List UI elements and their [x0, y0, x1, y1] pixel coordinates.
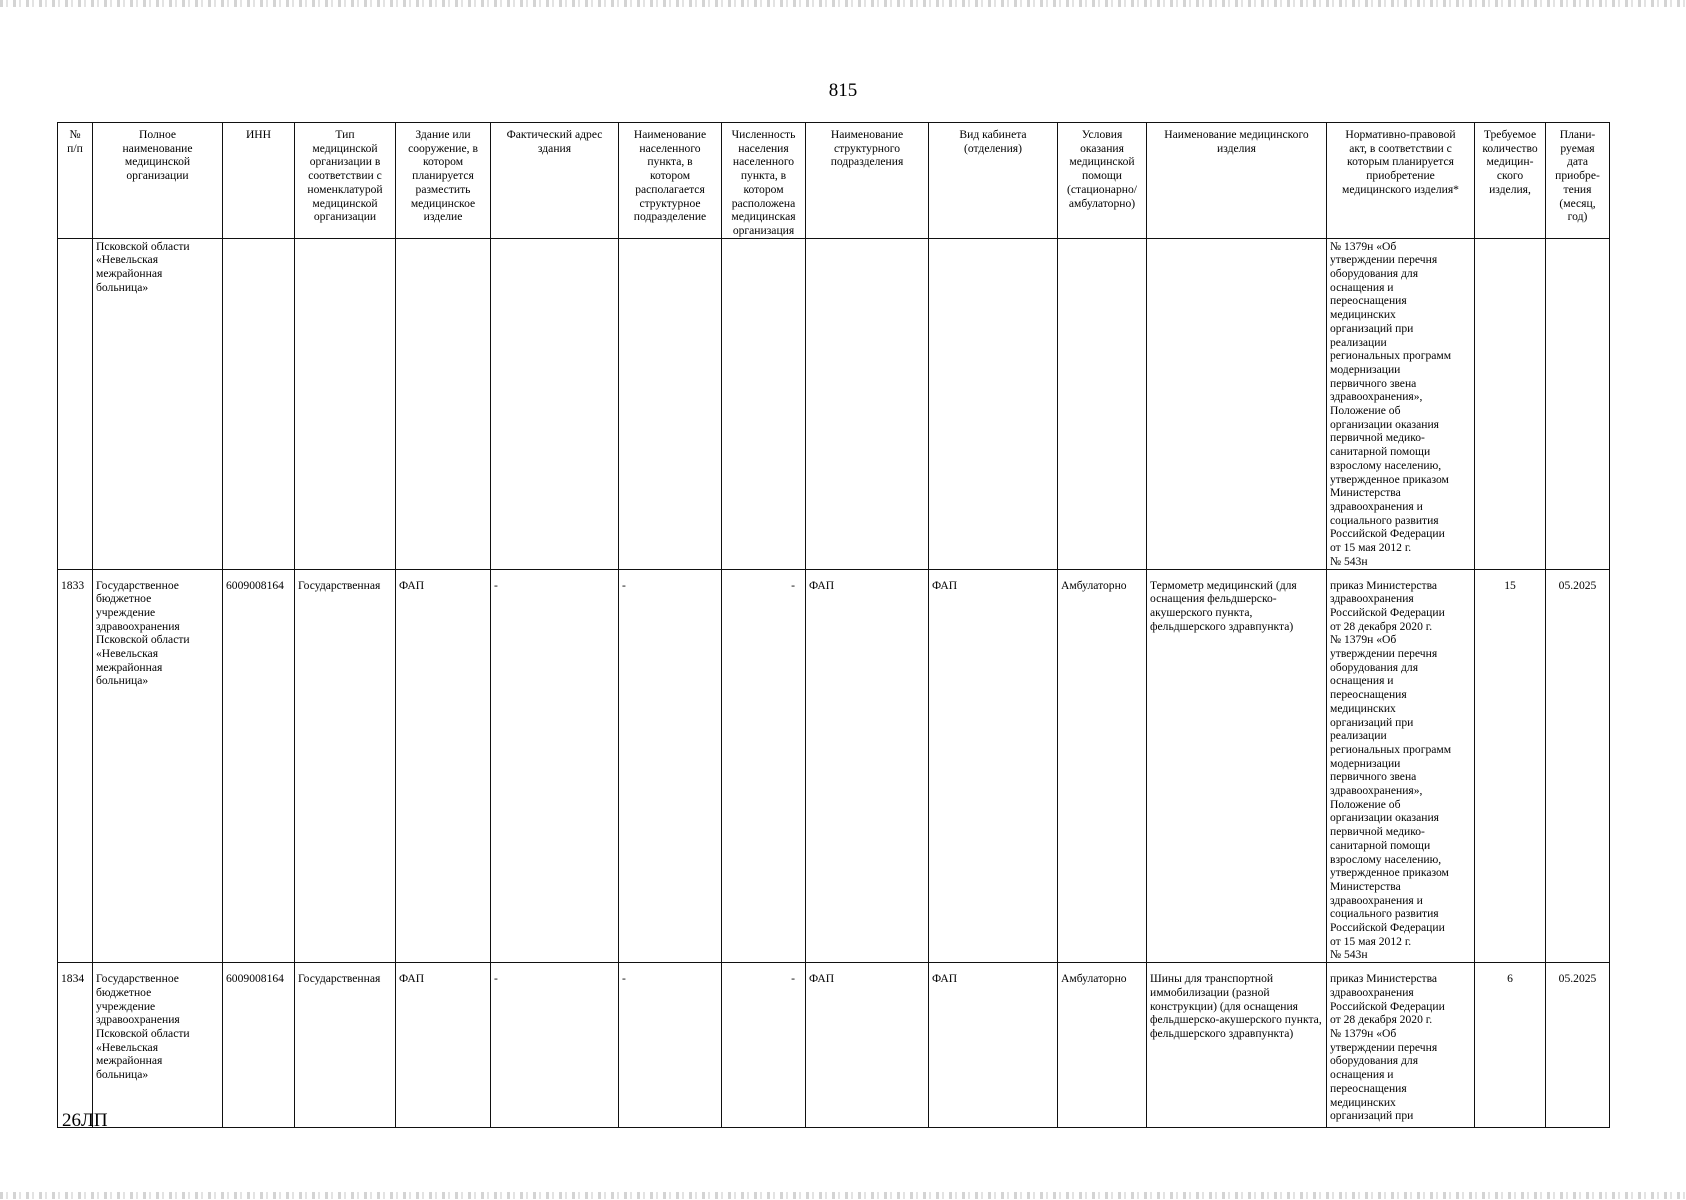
cell-legal-act: приказ Министерства здравоохранения Российской Федерации от 28 декабря 2020 г. № 1379н «Об утверждении перечня оборудования для оснащения и переоснащения медицинских организаций при: [1327, 963, 1475, 1128]
header-conditions: Условия оказания медицинской помощи (стационарно/ амбулаторно): [1058, 123, 1147, 239]
header-address: Фактический адрес здания: [491, 123, 619, 239]
cell-cabinet: ФАП: [929, 569, 1058, 963]
cell-quantity: 6: [1475, 963, 1546, 1128]
cell-org-name: Псковской области «Невельская межрайонная больница»: [93, 238, 223, 569]
header-legal-act: Нормативно-правовой акт, в соответствии с которым планируется приобретение медицинского изделия*: [1327, 123, 1475, 239]
header-population: Численность населения населенного пункта, в котором расположена медицинская организация: [722, 123, 806, 239]
cell-inn: 6009008164: [223, 963, 295, 1128]
table-row: [58, 569, 1610, 963]
cell-address: -: [491, 963, 619, 1128]
cell-device: Термометр медицинский (для оснащения фельдшерско-акушерского пункта, фельдшерского здравпункта): [1147, 569, 1327, 963]
cell-cabinet: [929, 238, 1058, 569]
cell-org-type: [295, 238, 396, 569]
cell-num: [58, 238, 93, 569]
cell-date: [1546, 238, 1610, 569]
cell-settlement: -: [619, 569, 722, 963]
cell-unit: ФАП: [806, 963, 929, 1128]
table-row: [58, 963, 1610, 1128]
header-settlement: Наименование населенного пункта, в котором располагается структурное подразделение: [619, 123, 722, 239]
header-date: Плани- руемая дата приобре- тения (месяц, год): [1546, 123, 1610, 239]
cell-quantity: [1475, 238, 1546, 569]
header-org-name: Полное наименование медицинской организации: [93, 123, 223, 239]
footer-code: 26ЛП: [62, 1110, 108, 1131]
scan-edge-bottom: [0, 1192, 1686, 1199]
cell-population: -: [722, 569, 806, 963]
header-unit: Наименование структурного подразделения: [806, 123, 929, 239]
cell-conditions: [1058, 238, 1147, 569]
cell-unit: [806, 238, 929, 569]
cell-legal-act: приказ Министерства здравоохранения Российской Федерации от 28 декабря 2020 г. № 1379н «Об утверждении перечня оборудования для оснащения и переоснащения медицинских организаций при реализации региональных программ модернизации первичного звена здравоохранения», Положение об организации оказания первичной медико- санитарной помощи взрослому населению, утвержденное приказом Министерства здравоохранения и социального развития Российской Федерации от 15 мая 2012 г. № 543н: [1327, 569, 1475, 963]
table-header-row: [58, 123, 1610, 239]
cell-org-type: Государственная: [295, 963, 396, 1128]
header-cabinet: Вид кабинета (отделения): [929, 123, 1058, 239]
cell-device: [1147, 238, 1327, 569]
cell-population: [722, 238, 806, 569]
cell-device: Шины для транспортной иммобилизации (разной конструкции) (для оснащения фельдшерско-акушерского пункта, фельдшерского здравпункта): [1147, 963, 1327, 1128]
cell-legal-act: № 1379н «Об утверждении перечня оборудования для оснащения и переоснащения медицинских организаций при реализации региональных программ модернизации первичного звена здравоохранения», Положение об организации оказания первичной медико- санитарной помощи взрослому населению, утвержденное приказом Министерства здравоохранения и социального развития Российской Федерации от 15 мая 2012 г. № 543н: [1327, 238, 1475, 569]
cell-building: ФАП: [396, 963, 491, 1128]
cell-num: 1834: [58, 963, 93, 1128]
cell-num: 1833: [58, 569, 93, 963]
cell-cabinet: ФАП: [929, 963, 1058, 1128]
header-inn: ИНН: [223, 123, 295, 239]
cell-org-name: Государственное бюджетное учреждение здравоохранения Псковской области «Невельская межрайонная больница»: [93, 963, 223, 1128]
cell-population: -: [722, 963, 806, 1128]
table-row-continued: [58, 238, 1610, 569]
cell-inn: [223, 238, 295, 569]
cell-quantity: 15: [1475, 569, 1546, 963]
cell-settlement: [619, 238, 722, 569]
cell-settlement: -: [619, 963, 722, 1128]
cell-date: 05.2025: [1546, 963, 1610, 1128]
header-device: Наименование медицинского изделия: [1147, 123, 1327, 239]
cell-date: 05.2025: [1546, 569, 1610, 963]
cell-inn: 6009008164: [223, 569, 295, 963]
cell-org-name: Государственное бюджетное учреждение здравоохранения Псковской области «Невельская межрайонная больница»: [93, 569, 223, 963]
scan-edge-top: [0, 0, 1686, 7]
cell-address: [491, 238, 619, 569]
header-building: Здание или сооружение, в котором планируется разместить медицинское изделие: [396, 123, 491, 239]
header-quantity: Требуемое количество медицин- ского изделия,: [1475, 123, 1546, 239]
header-org-type: Тип медицинской организации в соответствии с номенклатурой медицинской организации: [295, 123, 396, 239]
cell-conditions: Амбулаторно: [1058, 963, 1147, 1128]
cell-org-type: Государственная: [295, 569, 396, 963]
equipment-table: [57, 122, 1610, 1128]
cell-building: ФАП: [396, 569, 491, 963]
header-num: № п/п: [58, 123, 93, 239]
cell-unit: ФАП: [806, 569, 929, 963]
cell-building: [396, 238, 491, 569]
page-number: 815: [828, 80, 858, 101]
cell-conditions: Амбулаторно: [1058, 569, 1147, 963]
cell-address: -: [491, 569, 619, 963]
